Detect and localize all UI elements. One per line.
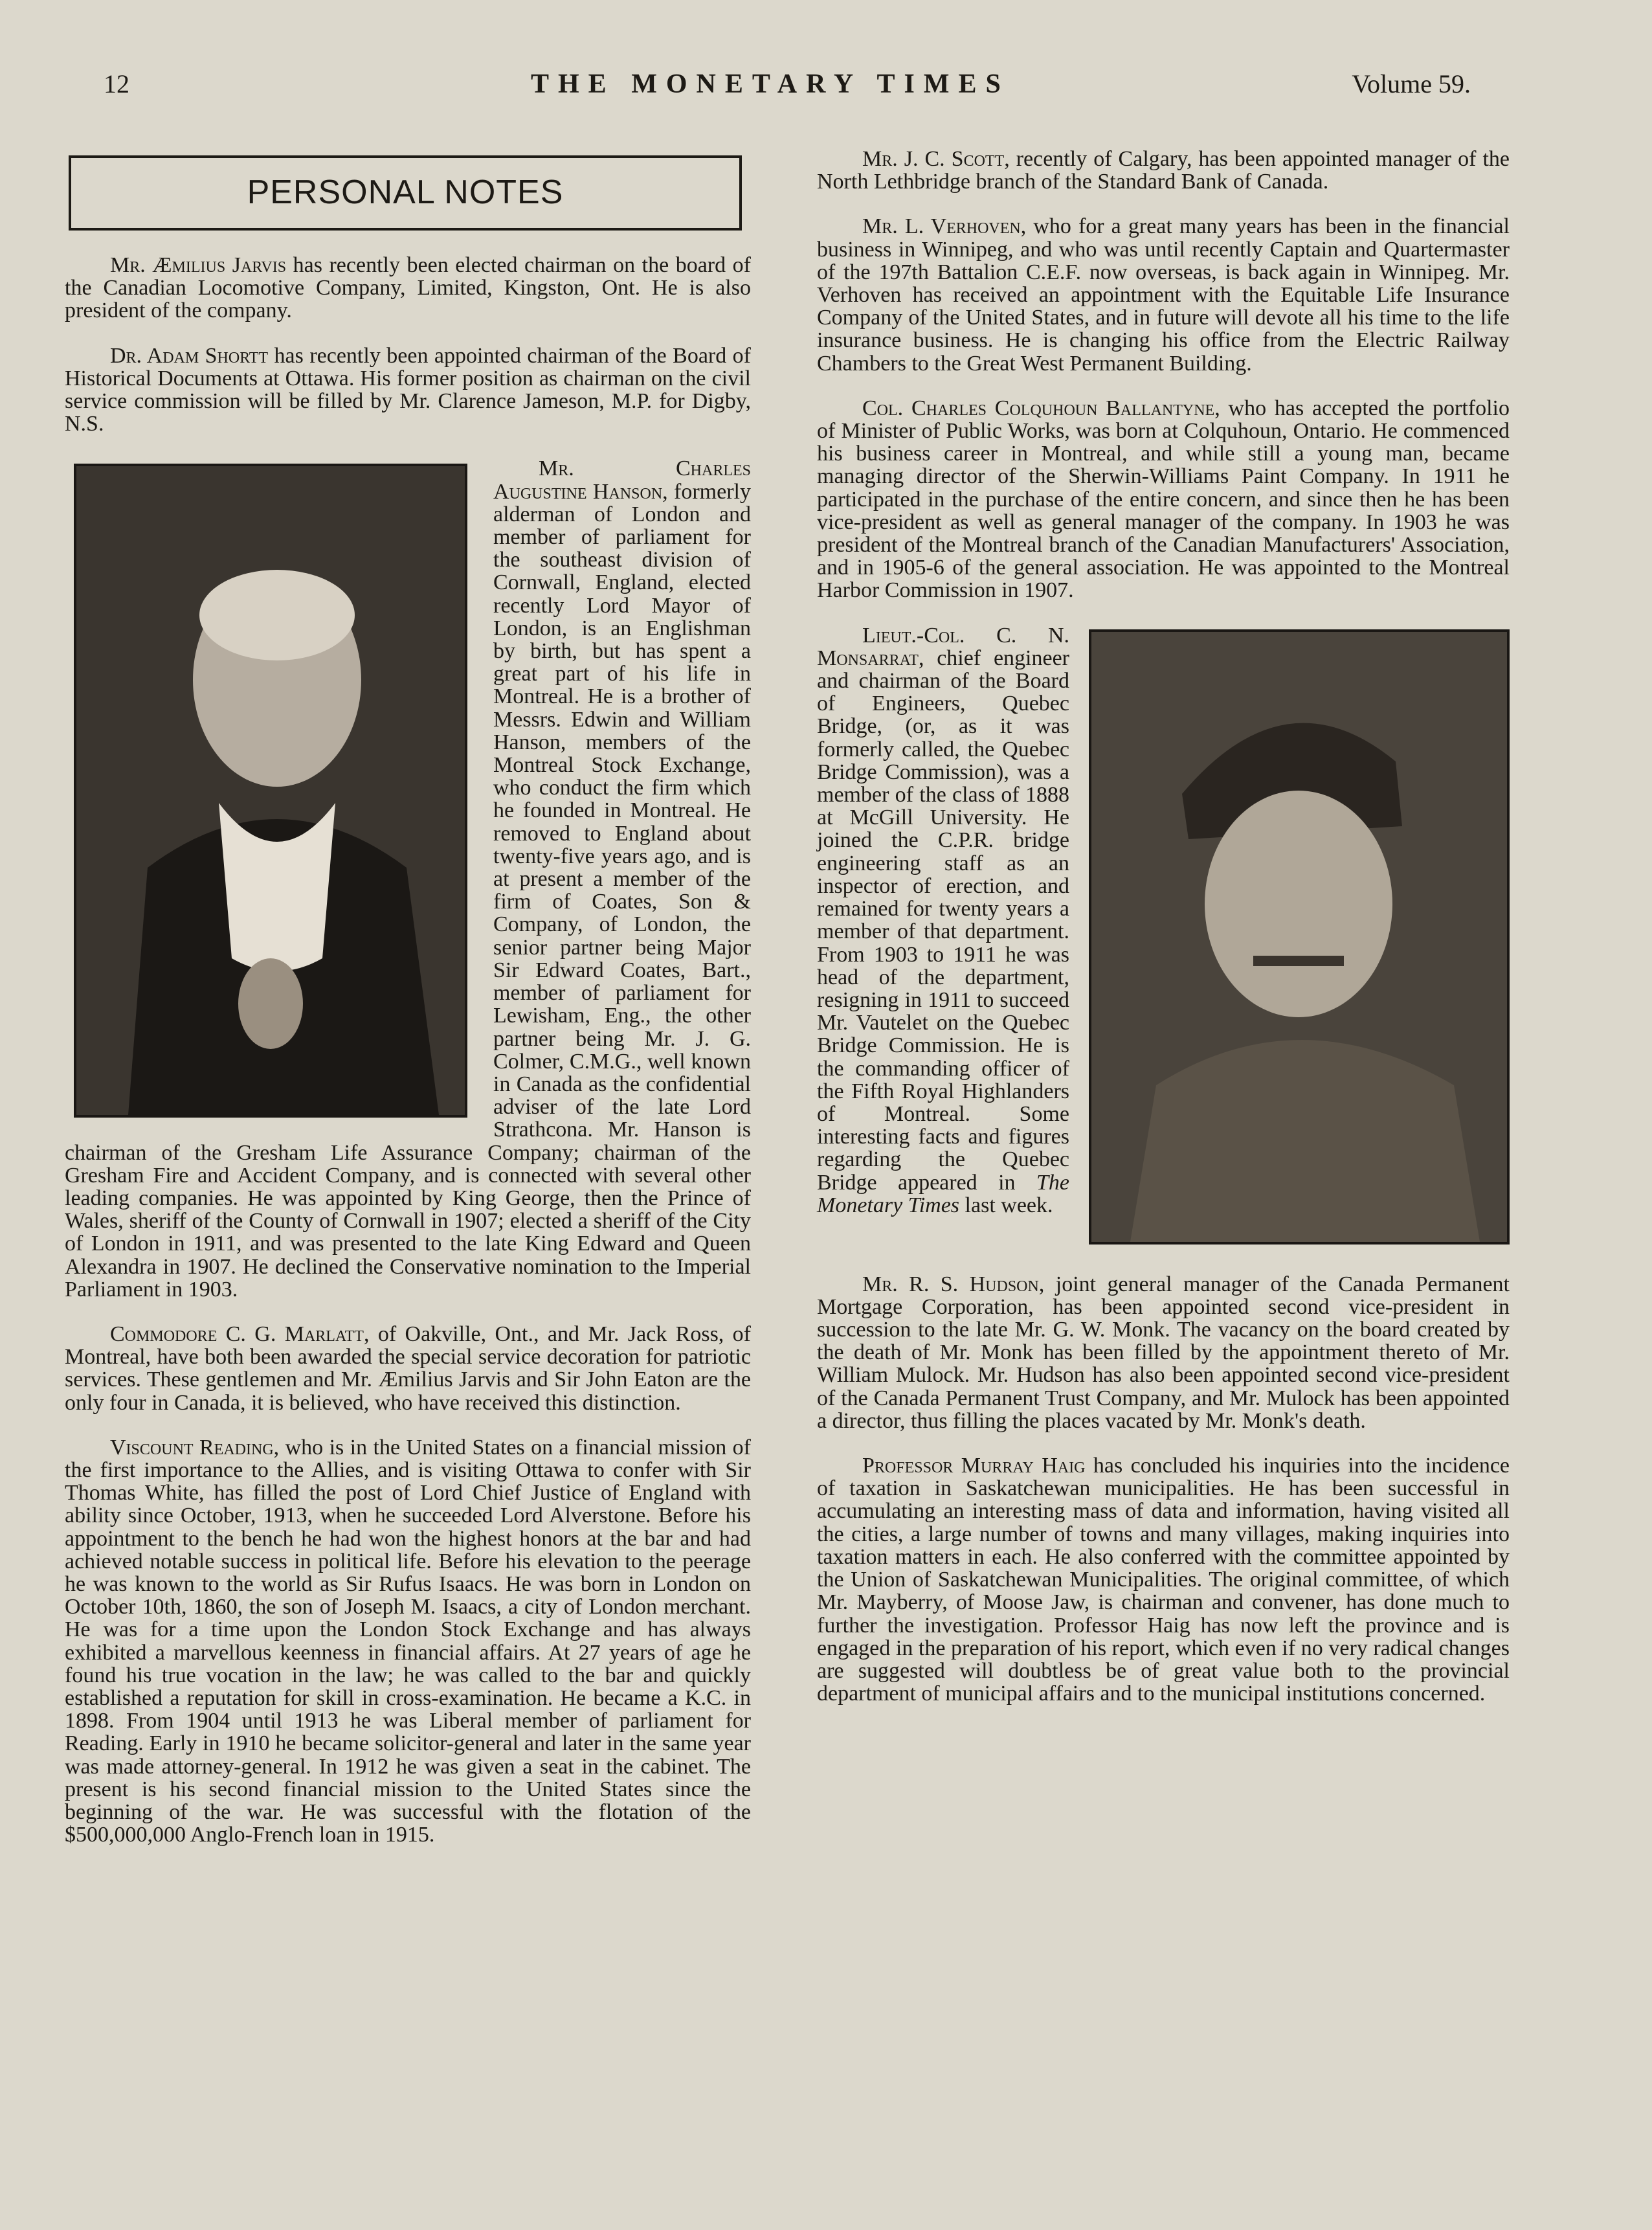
note-name: Mr. J. C. Scott xyxy=(862,147,1005,171)
note-text: , formerly alderman of London and member of parliament for the southeast division of Cornwall, England, elected recently Lord Mayor of London, is an Englishman by birth, but has spent a great part of his life in Montreal. He is a brother of Messrs. Edwin and William Hanson, members of the Montreal Stock Exchange, who conduct the firm which he founded in Montreal. He removed to England about twenty-five years ago, and is at present a member of the firm of Coates, Son & Company, of London, the senior partner being Major Sir Edward Coates, Bart., member of parliament for Lewisham, Eng., the other partner being Mr. J. G. Colmer, C.M.G., well known in Canada as the confidential adviser of the late Lord Strathcona. Mr. Hanson is chairman of the Gresham Life Assurance Company; chairman of the Gresham Fire and Accident Company, and is connected with several other leading companies. He was appointed by King George, then the Prince of Wales, sheriff of the County of Cornwall in 1907; elected a sheriff of the City of London in 1911, and was presented to the late King Edward and Queen Alexandra in 1907. He declined the Conservative nomination to the Imperial Parliament in 1903. xyxy=(65,479,751,1301)
section-title-box xyxy=(69,155,742,231)
portrait-hanson xyxy=(74,464,467,1118)
publication-title: THE MONETARY TIMES xyxy=(531,69,1010,99)
note-name: Mr. Æmilius Jarvis xyxy=(110,253,287,277)
portrait-monsarrat xyxy=(1089,629,1510,1245)
note-name: Dr. Adam Shortt xyxy=(110,343,269,368)
note-name: Mr. L. Verhoven xyxy=(862,214,1021,239)
note-reading xyxy=(65,1436,751,1847)
note-text: has recently been appointed chairman of the Board of Historical Documents at Ottawa. His former position as chairman on the civil service commission will be filled by Mr. Clarence Jameson, M.P. for Digby, N.S. xyxy=(65,343,751,436)
note-haig xyxy=(817,1454,1510,1705)
note-text: , recently of Calgary, has been appointed manager of the North Lethbridge branch of the Standard Bank of Canada. xyxy=(817,147,1510,194)
note-text-end: last week. xyxy=(959,1193,1053,1217)
note-monsarrat xyxy=(817,624,1510,1251)
left-column xyxy=(65,155,751,1868)
note-marlatt xyxy=(65,1323,751,1414)
note-hanson xyxy=(65,457,751,1301)
portrait-hanson-image xyxy=(76,466,465,1115)
note-name: Col. Charles Colquhoun Ballantyne xyxy=(862,396,1215,420)
note-text: has recently been elected chairman on the board of the Canadian Locomotive Company, Limited, Kingston, Ont. He is also president of the company. xyxy=(65,253,751,323)
portrait-monsarrat-image xyxy=(1091,632,1507,1242)
note-name: Commodore C. G. Marlatt xyxy=(110,1322,364,1346)
note-text: has concluded his inquiries into the incidence of taxation in Saskatchewan municipalities. He has been successful in accumulating an interesting mass of data and information, having visited all the cities, a large number of towns and many villages, making inquiries into taxation matters in each. He also conferred with the committee appointed by the Union of Saskatchewan Municipalities. The original committee, of which Mr. Mayberry, of Moose Jaw, is chairman and convener, has done much to further the investigation. Professor Haig has now left the province and is engaged in the preparation of his report, which even if no very radical changes are suggested will doubtless be of great value both to the provincial department of municipal affairs and to the municipal institutions concerned. xyxy=(817,1454,1510,1706)
note-name: Viscount Reading xyxy=(110,1435,274,1459)
volume-label: Volume 59. xyxy=(1352,69,1471,98)
note-scott xyxy=(817,148,1510,193)
note-name: Professor Murray Haig xyxy=(862,1454,1086,1478)
note-name: Lieut.-Col. C. N. Monsarrat xyxy=(817,623,1069,670)
note-text: , who is in the United States on a financial mission of the first importance to the Allies, and is visiting Ottawa to confer with Sir Thomas White, has filled the post of Lord Chief Justice of England with ability since October, 1913, when he succeeded Lord Alverstone. Before his appointment to the bench he had won the highest honors at the bar and had achieved notable success in political life. Before his elevation to the peerage he was known to the world as Sir Rufus Isaacs. He was born in London on October 10th, 1860, the son of Joseph M. Isaacs, a city of London merchant. He was for a time upon the London Stock Exchange and has always exhibited a marvellous keenness in financial affairs. At 27 years of age he found his true vocation in the law; he was called to the bar and quickly established a reputation for skill in cross-examination. He became a K.C. in 1898. From 1904 until 1913 he was Liberal member of parliament for Reading. Early in 1910 he became solicitor-general and later in the same year was made attorney-general. In 1912 he was given a seat in the cabinet. The present is his second financial mission to the United States since the beginning of the war. He was successful with the flotation of the $500,000,000 Anglo-French loan in 1915. xyxy=(65,1435,751,1847)
note-shortt xyxy=(65,344,751,436)
page-number: 12 xyxy=(104,69,129,98)
publication-reference: The Monetary Times xyxy=(817,1170,1069,1217)
note-text: , who has accepted the portfolio of Minister of Public Works, was born at Colquhoun, Ontario. He commenced his business career in Montreal, and while still a young man, became managing director of the Sherwin-Williams Paint Company. In 1911 he participated in the purchase of the entire concern, and since then he has been vice-president as well as general manager of the company. In 1903 he was president of the Montreal branch of the Canadian Manufacturers' Association, and in 1905-6 of the general association. He was appointed to the Montreal Harbor Commission in 1907. xyxy=(817,396,1510,603)
note-jarvis xyxy=(65,254,751,322)
note-text: , who for a great many years has been in the financial business in Winnipeg, and who was until recently Captain and Quartermaster of the 197th Battalion C.E.F. now overseas, is back again in Winnipeg. Mr. Verhoven has received an appointment with the Equitable Life Insurance Company of the United States, and in future will devote all his time to the life insurance business. He is changing his office from the Electric Railway Chambers to the Great West Permanent Building. xyxy=(817,214,1510,376)
note-text: , joint general manager of the Canada Permanent Mortgage Corporation, has been appointed second vice-president in succession to the late Mr. G. W. Monk. The vacancy on the board created by the death of Mr. Monk has been filled by the appointment thereto of Mr. William Mulock. Mr. Hudson has also been appointed second vice-president of the Canada Permanent Trust Company, and Mr. Mulock has been appointed a director, thus filling the places vacated by Mr. Monk's death. xyxy=(817,1272,1510,1433)
note-text: , chief engineer and chairman of the Board of Engineers, Quebec Bridge, (or, as it was formerly called, the Quebec Bridge Commission), was a member of the class of 1888 at McGill University. He joined the C.P.R. bridge engineering staff as an inspector of erection, and remained for twenty years a member of that department. From 1903 to 1911 he was head of the department, resigning in 1911 to succeed Mr. Vautelet on the Quebec Bridge Commission. He is the commanding officer of the Fifth Royal Highlanders of Montreal. Some interesting facts and figures regarding the Quebec Bridge appeared in xyxy=(817,646,1069,1195)
section-title: PERSONAL NOTES xyxy=(247,174,564,212)
note-ballantyne xyxy=(817,397,1510,602)
note-name: Mr. R. S. Hudson xyxy=(862,1272,1039,1296)
right-column xyxy=(817,148,1510,1727)
note-name: Mr. Charles Augustine Hanson xyxy=(493,456,751,504)
note-verhoven xyxy=(817,215,1510,374)
note-hudson xyxy=(817,1273,1510,1432)
note-text: , of Oakville, Ont., and Mr. Jack Ross, of Montreal, have both been awarded the special service decoration for patriotic services. These gentlemen and Mr. Æmilius Jarvis and Sir John Eaton are the only four in Canada, it is believed, who have received this distinction. xyxy=(65,1322,752,1415)
